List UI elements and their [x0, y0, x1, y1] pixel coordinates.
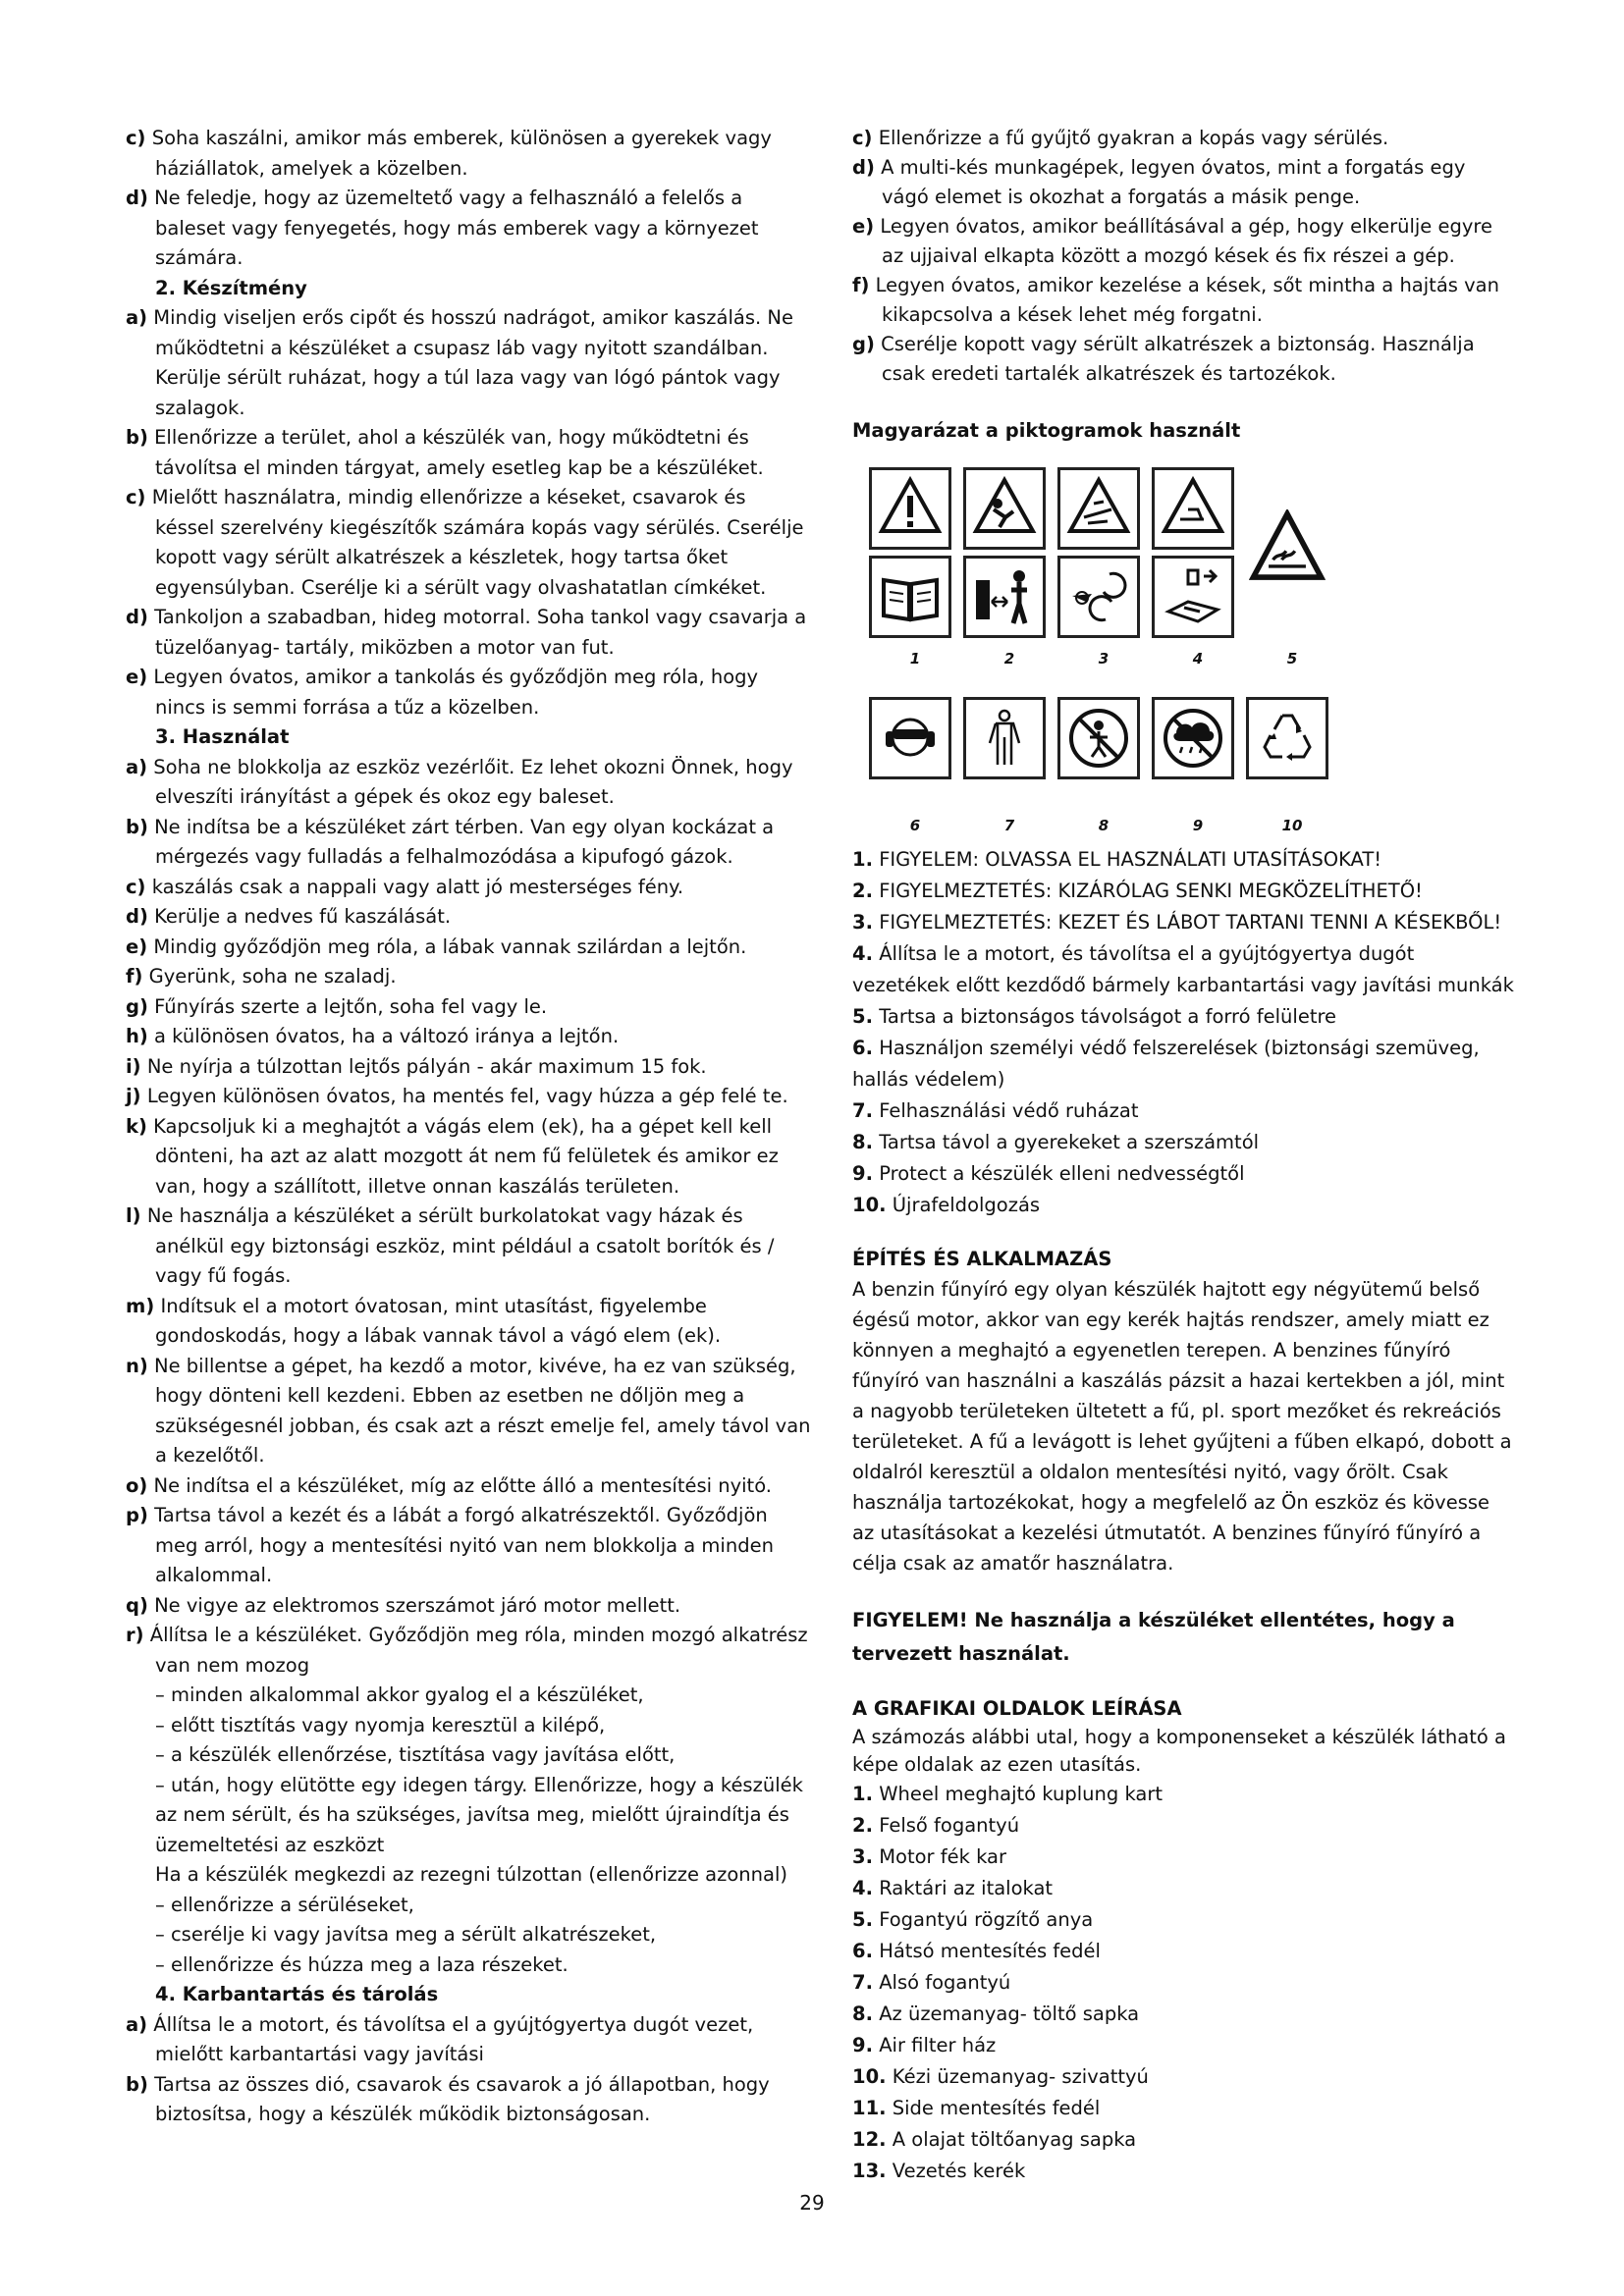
read-manual-warning-icon	[869, 467, 951, 550]
component-text: Az üzemanyag- töltő sapka	[879, 2002, 1140, 2025]
item-label: d)	[126, 606, 148, 628]
item-label: f)	[126, 965, 143, 988]
item-text: Mindig viseljen erős cipőt és hosszú nadrágot, amikor kaszálás. Ne működtetni a készüléket a csupasz láb vagy nyitott szandálban. Kerülje sérült ruházat, hogy a túl laza vagy van lógó pántok vagy szalagok.	[153, 306, 793, 419]
item-label: d)	[126, 905, 148, 928]
list-item	[126, 663, 811, 722]
item-label: e)	[126, 666, 148, 688]
maintenance-plug-icon	[1152, 556, 1234, 638]
item-label: l)	[126, 1204, 141, 1227]
sub-item: Ha a készülék megkezdi az rezegni túlzottan (ellenőrizze azonnal)	[155, 1863, 787, 1886]
component-item	[852, 2156, 1516, 2187]
component-number: 13.	[852, 2160, 887, 2182]
list-item	[126, 483, 811, 603]
item-text: Ne feledje, hogy az üzemeltető vagy a felhasználó a felelős a baleset vagy fenyegetés, hogy más emberek vagy a környezet számára.	[154, 187, 759, 269]
list-item	[126, 1352, 811, 1471]
sub-item: – a készülék ellenőrzése, tisztítása vagy javítása előtt,	[155, 1743, 676, 1766]
item-label: p)	[126, 1504, 148, 1526]
protective-clothing-icon	[963, 697, 1046, 779]
pictogram-row-1	[868, 467, 1516, 638]
item-label: b)	[126, 2072, 148, 2096]
list-item	[126, 2070, 811, 2130]
list-item	[126, 1022, 811, 1052]
list-item	[126, 184, 811, 274]
legend-text: Újrafeldolgozás	[892, 1194, 1041, 1216]
sub-item: – után, hogy elütötte egy idegen tárgy. Ellenőrizze, hogy a készülék az nem sérült, és ha szükséges, javítsa meg, mielőtt újraindítja és üzemeltetési az eszközt	[155, 1773, 803, 1856]
component-item	[852, 1842, 1516, 1873]
legend-number: 9.	[852, 1162, 873, 1185]
pictogram-title: Magyarázat a piktogramok használt	[852, 419, 1241, 442]
picto-number: 10	[1281, 817, 1303, 834]
list-item	[126, 1112, 811, 1202]
component-text: Raktári az italokat	[879, 1877, 1054, 1899]
item-label: e)	[126, 934, 148, 958]
legend-text: Protect a készülék elleni nedvességtől	[879, 1162, 1245, 1185]
item-text: Ne vigye az elektromos szerszámot járó motor mellett.	[154, 1593, 681, 1617]
item-label: n)	[126, 1354, 148, 1377]
component-number: 6.	[852, 1940, 873, 1962]
section-heading: 3. Használat	[155, 725, 290, 748]
pictogram-row-2	[868, 697, 1516, 779]
component-number: 7.	[852, 1971, 873, 1994]
item-label: q)	[126, 1593, 148, 1617]
list-item	[852, 153, 1516, 212]
sub-item: – minden alkalommal akkor gyalog el a készüléket,	[155, 1683, 644, 1706]
list-item	[126, 1501, 811, 1591]
item-label: b)	[126, 815, 148, 838]
legend-number: 3.	[852, 911, 873, 934]
component-number: 1.	[852, 1783, 873, 1805]
recycling-icon	[1246, 697, 1328, 779]
list-item	[852, 330, 1516, 389]
item-label: h)	[126, 1025, 148, 1047]
component-text: Hátsó mentesítés fedél	[879, 1940, 1101, 1962]
legend-item	[852, 844, 1516, 876]
list-item	[126, 1292, 811, 1352]
blade-rotation-icon	[1057, 556, 1140, 638]
item-text: Soha kaszálni, amikor más emberek, különösen a gyerekek vagy háziállatok, amelyek a közelben.	[151, 127, 772, 180]
item-label: c)	[126, 875, 146, 898]
item-label: o)	[126, 1473, 148, 1497]
picto-number: 8	[1098, 817, 1110, 834]
picto-number: 1	[909, 650, 921, 667]
component-item	[852, 1967, 1516, 1999]
item-text: Tartsa távol a kezét és a lábát a forgó alkatrészektől. Győződjön meg arról, hogy a mentesítési nyitó van nem blokkolja a minden alkalommal.	[154, 1504, 774, 1586]
item-label: g)	[852, 333, 875, 355]
item-label: d)	[126, 187, 148, 209]
legend-item	[852, 1127, 1516, 1158]
item-text: Állítsa le a motort, és távolítsa el a gyújtógyertya dugót vezet, mielőtt karbantartási vagy javítási	[153, 2012, 754, 2065]
list-item	[126, 1201, 811, 1292]
sub-item: – ellenőrizze és húzza meg a laza részeket.	[155, 1952, 568, 1976]
list-item	[126, 902, 811, 933]
item-text: Kerülje a nedves fű kaszálását.	[154, 905, 452, 928]
item-label: c)	[126, 127, 146, 149]
component-item	[852, 2093, 1516, 2124]
item-text: Ellenőrizze a terület, ahol a készülék van, hogy működtetni és távolítsa el minden tárgyat, amely esetleg kap be a készüléket.	[154, 426, 764, 479]
item-text: A multi-kés munkagépek, legyen óvatos, mint a forgatás egy vágó elemet is okozhat a forgatás a másik penge.	[881, 156, 1466, 208]
item-label: a)	[126, 2012, 148, 2036]
list-item	[126, 962, 811, 992]
component-text: Fogantyú rögzítő anya	[879, 1908, 1094, 1931]
component-item	[852, 1936, 1516, 1967]
item-label: j)	[126, 1085, 141, 1107]
book-icon	[869, 556, 951, 638]
component-text: Side mentesítés fedél	[892, 2097, 1101, 2119]
component-number: 10.	[852, 2065, 887, 2088]
component-text: Kézi üzemanyag- szivattyú	[892, 2065, 1149, 2088]
list-item	[126, 1052, 811, 1083]
graphics-intro: A számozás alábbi utal, hogy a komponenseket a készülék látható a képe oldalak az ezen utasítás.	[852, 1726, 1506, 1776]
pictogram-legend	[852, 844, 1516, 1221]
list-item	[126, 992, 811, 1023]
safe-distance-icon	[963, 556, 1046, 638]
component-number: 4.	[852, 1877, 873, 1899]
protect-from-moisture-icon	[1152, 697, 1234, 779]
item-text: a különösen óvatos, ha a változó iránya a lejtőn.	[154, 1025, 620, 1047]
item-label: f)	[852, 274, 870, 296]
item-text: Ne indítsa el a készüléket, míg az előtte álló a mentesítési nyitó.	[153, 1473, 772, 1497]
spark-plug-disconnect-icon	[1152, 467, 1234, 550]
legend-number: 1.	[852, 848, 873, 871]
legend-text: Tartsa a biztonságos távolságot a forró felületre	[879, 1005, 1337, 1028]
component-text: Wheel meghajtó kuplung kart	[879, 1783, 1164, 1805]
item-label: c)	[126, 486, 146, 508]
sub-item: – ellenőrizze a sérüléseket,	[155, 1893, 414, 1916]
component-text: Air filter ház	[879, 2034, 997, 2056]
list-item	[126, 603, 811, 663]
component-item	[852, 1810, 1516, 1842]
legend-number: 8.	[852, 1131, 873, 1153]
item-label: k)	[126, 1114, 147, 1138]
item-text: Legyen óvatos, amikor kezelése a kések, sőt mintha a hajtás van kikapcsolva a kések lehet még forgatni.	[875, 274, 1499, 326]
item-text: Kapcsoljuk ki a meghajtót a vágás elem (ek), ha a gépet kell kell dönteni, ha azt az alatt mozgott át nem fű felületek és amikor ez van, hogy a szállított, illetve onnan kaszálás területen.	[153, 1114, 779, 1198]
legend-item	[852, 938, 1516, 1001]
component-item	[852, 1873, 1516, 1904]
keep-children-away-icon	[1057, 697, 1140, 779]
component-number: 8.	[852, 2002, 873, 2025]
legend-text: FIGYELEM: OLVASSA EL HASZNÁLATI UTASÍTÁSOKAT!	[879, 848, 1382, 871]
safety-list-continued	[852, 124, 1516, 389]
hot-surface-icon	[1246, 507, 1328, 589]
item-text: Legyen óvatos, amikor a tankolás és győződjön meg róla, hogy nincs is semmi forrása a tűz a közelben.	[153, 666, 759, 719]
item-text: Mindig győződjön meg róla, a lábak vannak szilárdan a lejtőn.	[153, 934, 747, 958]
section-heading: 4. Karbantartás és tárolás	[155, 1983, 439, 2005]
legend-text: Felhasználási védő ruházat	[879, 1099, 1139, 1122]
component-text: Alsó fogantyú	[879, 1971, 1011, 1994]
item-text: Állítsa le a készüléket. Győződjön meg róla, minden mozgó alkatrész van nem mozog	[149, 1624, 808, 1677]
keep-bystanders-away-icon	[963, 467, 1046, 550]
component-item	[852, 1779, 1516, 1810]
component-item	[852, 1999, 1516, 2030]
component-item	[852, 2061, 1516, 2093]
component-number: 5.	[852, 1908, 873, 1931]
legend-number: 7.	[852, 1099, 873, 1122]
item-text: Legyen óvatos, amikor beállításával a gép, hogy elkerülje egyre az ujjaival elkapta között a mozgó kések és fix részei a gép.	[880, 215, 1493, 267]
blade-hands-feet-icon	[1057, 467, 1140, 550]
legend-number: 6.	[852, 1037, 873, 1059]
list-item	[126, 1082, 811, 1112]
item-label: e)	[852, 215, 875, 238]
item-text: Indítsuk el a motort óvatosan, mint utasítást, figyelembe gondoskodás, hogy a lábak vannak távol a vágó elem (ek).	[155, 1294, 722, 1347]
item-text: Ne nyírja a túlzottan lejtős pályán - akár maximum 15 fok.	[146, 1054, 707, 1078]
component-number: 12.	[852, 2128, 887, 2151]
picto-number: 7	[1003, 817, 1015, 834]
item-text: Ne indítsa be a készüléket zárt térben. Van egy olyan kockázat a mérgezés vagy fulladás a felhalmozódása a kipufogó gázok.	[154, 815, 775, 868]
item-label: g)	[126, 994, 148, 1018]
legend-text: FIGYELMEZTETÉS: KEZET ÉS LÁBOT TARTANI TENNI A KÉSEKBŐL!	[879, 911, 1502, 934]
legend-text: FIGYELMEZTETÉS: KIZÁRÓLAG SENKI MEGKÖZELÍTHETŐ!	[879, 880, 1423, 902]
list-item	[852, 271, 1516, 330]
component-number: 9.	[852, 2034, 873, 2056]
list-item	[852, 124, 1516, 153]
list-item	[126, 813, 811, 873]
list-item	[126, 933, 811, 963]
item-text: kaszálás csak a nappali vagy alatt jó mesterséges fény.	[151, 875, 684, 898]
component-item	[852, 1904, 1516, 1936]
item-text: Soha ne blokkolja az eszköz vezérlőit. Ez lehet okozni Önnek, hogy elveszíti irányítást a gépek és okoz egy baleset.	[153, 755, 793, 808]
legend-text: Használjon személyi védő felszerelések (biztonsági szemüveg, hallás védelem)	[852, 1037, 1480, 1091]
warning-text: FIGYELEM! Ne használja a készüléket ellentétes, hogy a tervezett használat.	[852, 1609, 1455, 1665]
construction-title: ÉPÍTÉS ÉS ALKALMAZÁS	[852, 1248, 1112, 1270]
section-heading: 2. Készítmény	[155, 276, 307, 299]
left-column	[126, 124, 811, 2130]
sub-item: – cserélje ki vagy javítsa meg a sérült alkatrészeket,	[155, 1923, 657, 1946]
legend-item	[852, 907, 1516, 938]
item-label: b)	[126, 426, 148, 449]
item-text: Tankoljon a szabadban, hideg motorral. Soha tankol vagy csavarja a tüzelőanyag- tartály, miközben a motor van fut.	[154, 606, 807, 659]
picto-number: 6	[909, 817, 921, 834]
item-label: i)	[126, 1054, 141, 1078]
component-text: Vezetés kerék	[892, 2160, 1026, 2182]
component-text: Motor fék kar	[879, 1845, 1007, 1868]
list-item	[126, 753, 811, 813]
picto-number: 9	[1192, 817, 1204, 834]
sub-item: – előtt tisztítás vagy nyomja keresztül a kilépő,	[155, 1713, 606, 1736]
legend-number: 4.	[852, 942, 873, 965]
construction-text: A benzin fűnyíró egy olyan készülék hajtott egy négyütemű belső égésű motor, akkor van egy kerék hajtás rendszer, amely miatt ez könnyen a meghajtó a egyenetlen terepen. A benzines fűnyíró fűnyíró van használni a kaszálás pázsit a hazai kertekben a jól, mint a nagyobb területeken ültetett a fű, pl. sport mezőket és rekreációs területeket. A fű a levágott is lehet gyűjteni a fűben elkapó, dobott a oldalról keresztül a oldalon mentesítési nyitó, vagy őrölt. Csak használja tartozékokat, hogy a megfelelő az Ön eszköz és kövesse az utasításokat a kezelési útmutatót. A benzines fűnyíró fűnyíró a célja csak az amatőr használatra.	[852, 1278, 1512, 1575]
page-number: 29	[799, 2191, 825, 2215]
pictogram-numbers-row-1	[868, 650, 1516, 667]
component-number: 2.	[852, 1814, 873, 1837]
legend-number: 2.	[852, 880, 873, 902]
legend-item	[852, 1001, 1516, 1033]
item-label: d)	[852, 156, 875, 179]
item-text: Gyerünk, soha ne szaladj.	[148, 965, 397, 988]
item-label: a)	[126, 306, 148, 329]
list-item	[126, 873, 811, 903]
list-item	[126, 1591, 811, 1622]
item-label: m)	[126, 1294, 155, 1317]
item-text: Ne billentse a gépet, ha kezdő a motor, kivéve, ha ez van szükség, hogy dönteni kell kezdeni. Ebben az esetben ne dőljön meg a szükségesnél jobban, és csak azt a részt emelje fel, amely távol van a kezelőtől.	[154, 1354, 811, 1467]
item-text: Ellenőrizze a fű gyűjtő gyakran a kopás vagy sérülés.	[878, 127, 1389, 149]
component-number: 3.	[852, 1845, 873, 1868]
component-text: A olajat töltőanyag sapka	[892, 2128, 1137, 2151]
item-label: r)	[126, 1624, 144, 1646]
pictogram-numbers-row-2	[868, 817, 1516, 834]
legend-item	[852, 1190, 1516, 1221]
eye-ear-protection-icon	[869, 697, 951, 779]
list-item	[126, 1621, 811, 1681]
component-list	[852, 1779, 1516, 2187]
list-item	[852, 212, 1516, 271]
list-item	[126, 124, 811, 184]
legend-item	[852, 1158, 1516, 1190]
list-item	[126, 423, 811, 483]
item-text: Legyen különösen óvatos, ha mentés fel, vagy húzza a gép felé te.	[146, 1085, 788, 1107]
legend-text: Állítsa le a motort, és távolítsa el a gyújtógyertya dugót vezetékek előtt kezdődő bármely karbantartási vagy javítási munkák	[852, 942, 1514, 996]
component-item	[852, 2124, 1516, 2156]
legend-item	[852, 876, 1516, 907]
graphics-title: A GRAFIKAI OLDALOK LEÍRÁSA	[852, 1697, 1182, 1720]
item-text: Ne használja a készüléket a sérült burkolatokat vagy házak és anélkül egy biztonsági eszköz, mint például a csatolt borítók és / vagy fű fogás.	[146, 1204, 775, 1287]
list-item	[126, 1471, 811, 1502]
legend-number: 10.	[852, 1194, 887, 1216]
picto-number: 5	[1286, 650, 1298, 667]
legend-item	[852, 1033, 1516, 1095]
component-text: Felső fogantyú	[879, 1814, 1020, 1837]
component-number: 11.	[852, 2097, 887, 2119]
picto-number: 2	[1003, 650, 1015, 667]
item-label: a)	[126, 755, 148, 778]
picto-number: 3	[1098, 650, 1110, 667]
item-text: Fűnyírás szerte a lejtőn, soha fel vagy le.	[154, 994, 548, 1018]
list-item	[126, 2010, 811, 2070]
item-text: Mielőtt használatra, mindig ellenőrizze a késeket, csavarok és késsel szerelvény kiegészítők számára kopás vagy sérülés. Cserélje kopott vagy sérült alkatrészek a készletek, hogy tartsa őket egyensúlyban. Cserélje ki a sérült vagy olvashatatlan címkéket.	[151, 486, 804, 599]
item-text: Tartsa az összes dió, csavarok és csavarok a jó állapotban, hogy biztosítsa, hogy a készülék működik biztonságosan.	[154, 2072, 770, 2125]
picto-number: 4	[1192, 650, 1204, 667]
legend-item	[852, 1095, 1516, 1127]
list-item	[126, 303, 811, 423]
component-item	[852, 2030, 1516, 2061]
right-column	[852, 124, 1516, 2187]
item-text: Cserélje kopott vagy sérült alkatrészek a biztonság. Használja csak eredeti tartalék alkatrészek és tartozékok.	[881, 333, 1475, 385]
item-label: c)	[852, 127, 873, 149]
legend-text: Tartsa távol a gyerekeket a szerszámtól	[879, 1131, 1260, 1153]
legend-number: 5.	[852, 1005, 873, 1028]
